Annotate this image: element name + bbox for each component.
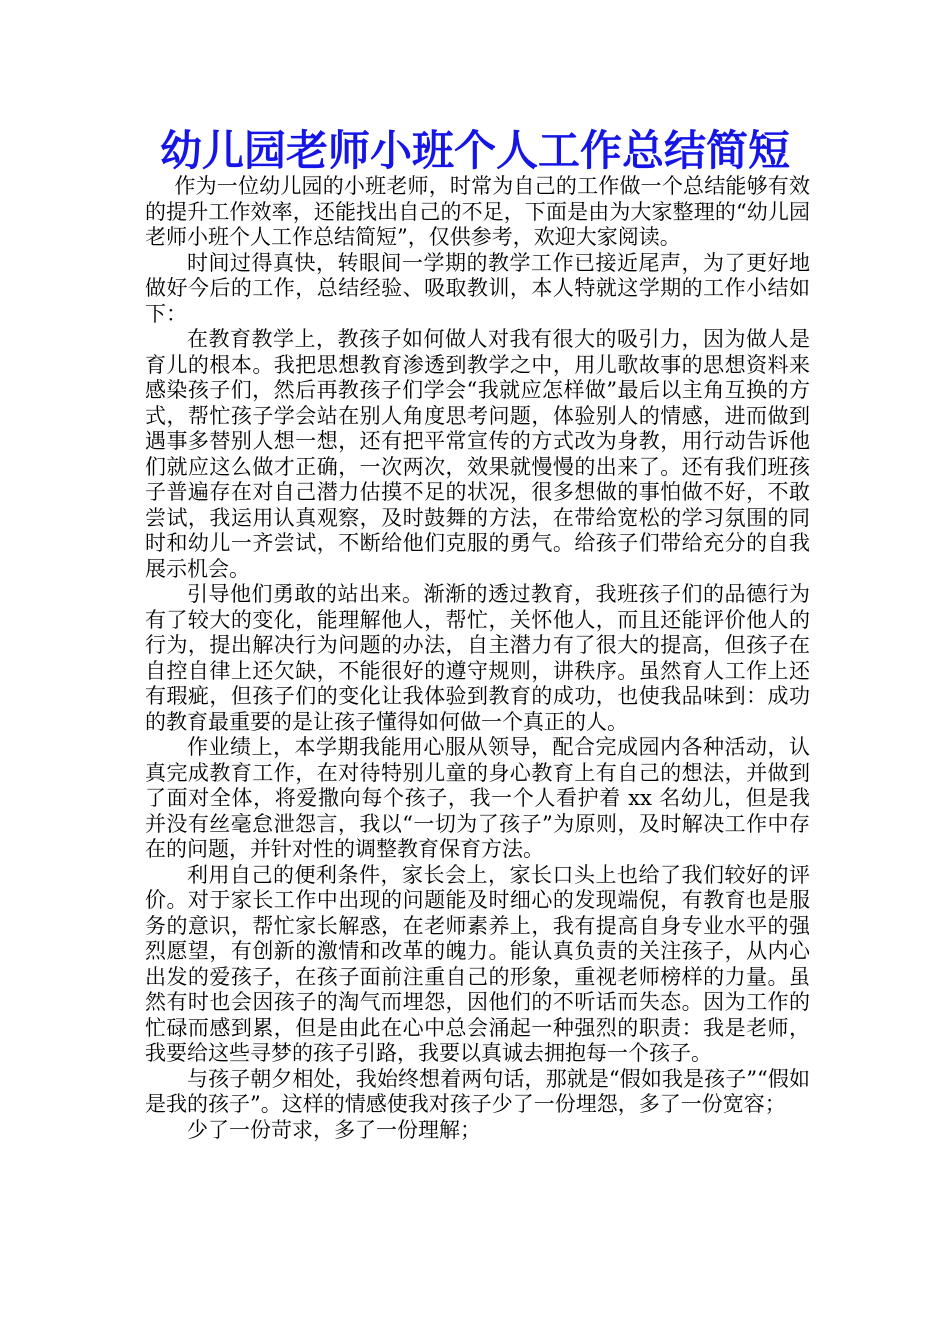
paragraph-8: 少了一份苛求，多了一份理解； (187, 1117, 481, 1142)
paragraph-3: 在教育教学上，教孩子如何做人对我有很大的吸引力，因为做人是育儿的根本。我把思想教育渗透到教学之中，用儿歌故事的思想资料来感染孩子们，然后再教孩子们学会“我就应怎样做”最后以主角互换的方式，帮忙孩子学会站在别人角度思考问题，体验别人的情感，进而做到遇事多替别人想一想，还有把平常宣传的方式改为身教，用行动告诉他们就应这么做才正确，一次两次，效果就慢慢的出来了。还有我们班孩子普遍存在对自己潜力估摸不足的状况，很多想做的事怕做不好，不敢尝试，我运用认真观察，及时鼓舞的方法，在带给宽松的学习氛围的同时和幼儿一齐尝试，不断给他们克服的勇气。给孩子们带给充分的自我展示机会。 (145, 327, 810, 581)
document-body (145, 174, 810, 1143)
paragraph-2: 时间过得真快，转眼间一学期的教学工作已接近尾声，为了更好地做好今后的工作，总结经验、吸取教训，本人特就这学期的工作小结如下： (145, 250, 810, 326)
paragraph-5: 作业绩上，本学期我能用心服从领导，配合完成园内各种活动，认真完成教育工作，在对待特别儿童的身心教育上有自己的想法，并做到了面对全体，将爱撒向每个孩子，我一个人看护着 xx 名幼儿，但是我并没有丝毫怠泄怨言，我以“一切为了孩子”为原则，及时解决工作中存在的问题，并针对性的调整教育保育方法。 (145, 735, 810, 861)
paragraph-intro: 作为一位幼儿园的小班老师，时常为自己的工作做一个总结能够有效的提升工作效率，还能找出自己的不足，下面是由为大家整理的“幼儿园老师小班个人工作总结简短”，仅供参考，欢迎大家阅读。 (145, 174, 810, 249)
paragraph-4: 引导他们勇敢的站出来。渐渐的透过教育，我班孩子们的品德行为有了较大的变化，能理解他人，帮忙，关怀他人，而且还能评价他人的行为，提出解决行为问题的办法，自主潜力有了很大的提高，但孩子在自控自律上还欠缺，不能很好的遵守规则，讲秩序。虽然育人工作上还有瑕疵，但孩子们的变化让我体验到教育的成功，也使我品味到：成功的教育最重要的是让孩子懂得如何做一个真正的人。 (145, 582, 810, 734)
paragraph-6: 利用自己的便利条件，家长会上，家长口头上也给了我们较好的评价。对于家长工作中出现的问题能及时细心的发现端倪，有教育也是服务的意识，帮忙家长解惑，在老师素养上，我有提高自身专业水平的强烈愿望，有创新的激情和改革的魄力。能认真负责的关注孩子，从内心出发的爱孩子，在孩子面前注重自己的形象，重视老师榜样的力量。虽然有时也会因孩子的淘气而埋怨，因他们的不听话而失态。因为工作的忙碌而感到累，但是由此在心中总会涌起一种强烈的职责：我是老师，我要给这些寻梦的孩子引路，我要以真诚去拥抱每一个孩子。 (145, 862, 810, 1065)
document-title: 幼儿园老师小班个人工作总结简短 (159, 126, 790, 175)
paragraph-7: 与孩子朝夕相处，我始终想着两句话，那就是“假如我是孩子”“假如是我的孩子”。这样的情感使我对孩子少了一份埋怨，多了一份宽容； (145, 1066, 810, 1116)
